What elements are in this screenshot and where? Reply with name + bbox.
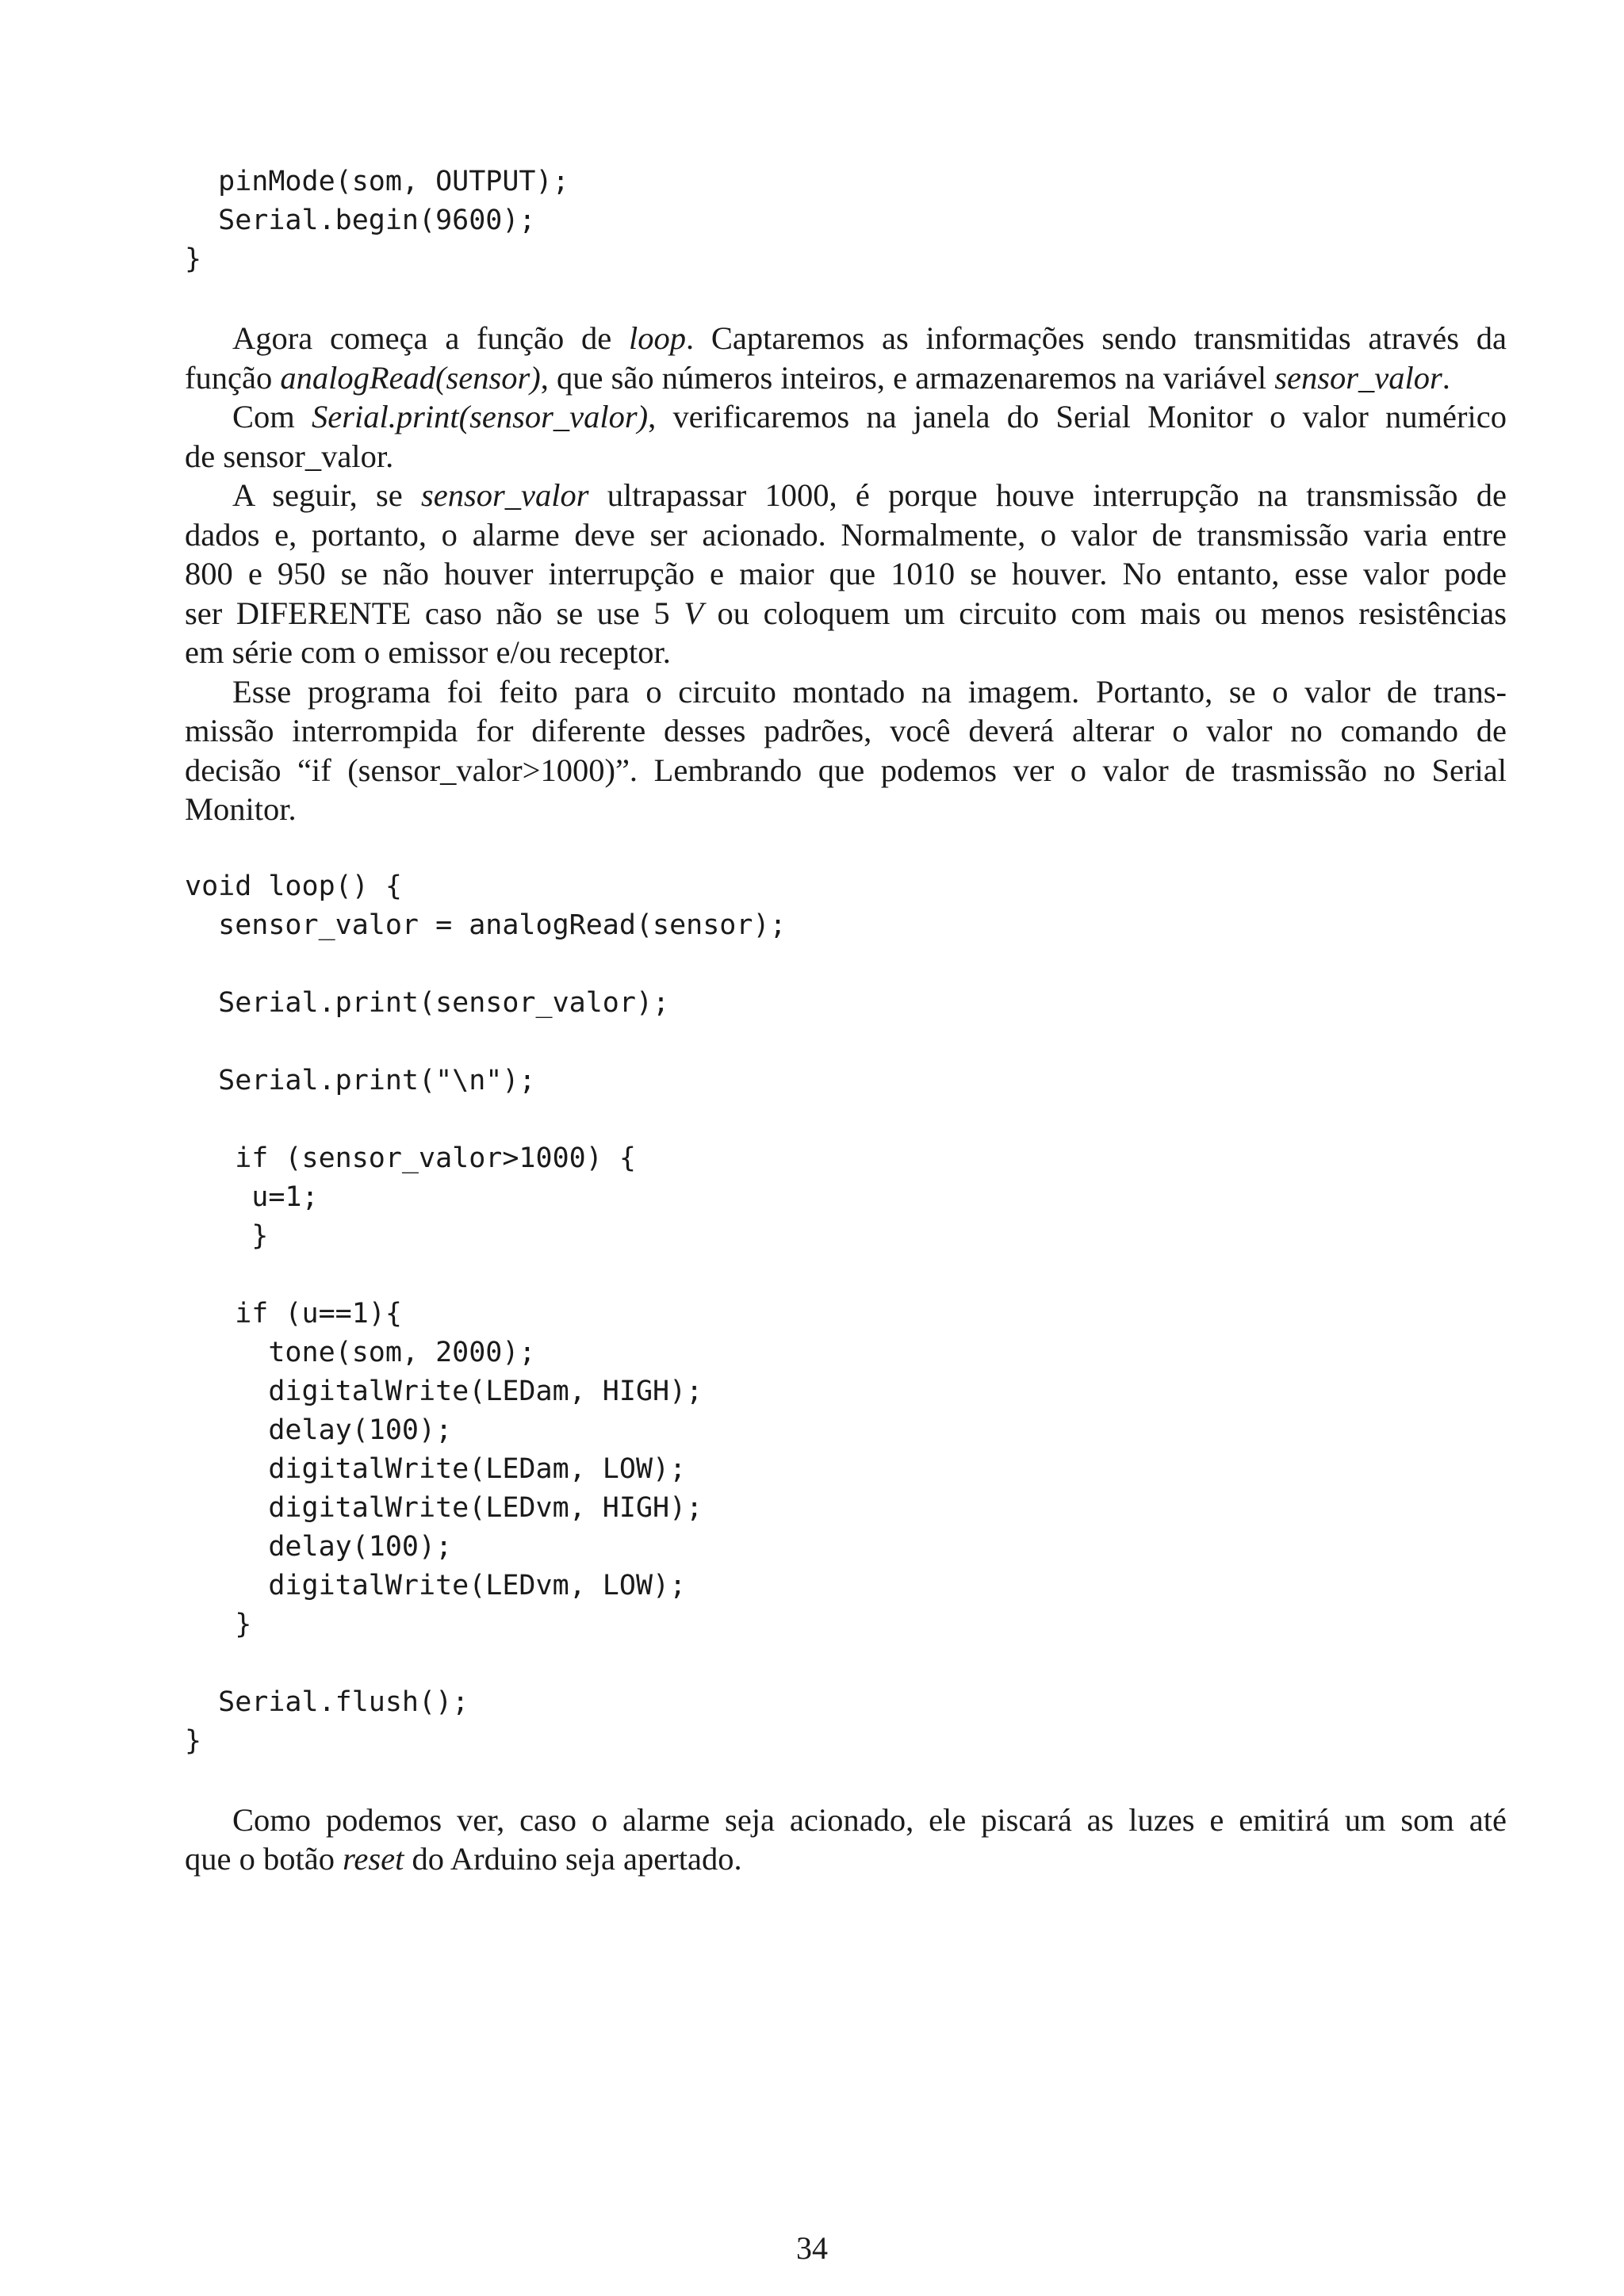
text-line: Como podemos ver, caso o alarme seja acionado, ele piscará as luzes e emitirá um som até: [232, 1801, 1507, 1838]
code-block-loop: [185, 867, 1507, 1761]
paragraph-circuit-note: [185, 672, 1507, 829]
code-line: digitalWrite(LEDvm, HIGH);: [185, 1491, 703, 1524]
code-line: [185, 1256, 1507, 1295]
code-line: [185, 945, 1507, 984]
text-line: decisão “if (sensor_valor>1000)”. Lembrando que podemos ver o valor de trasmissão no Serial: [185, 752, 1507, 788]
text-line: Esse programa foi feito para o circuito montado na imagem. Portanto, se o valor de trans-: [232, 673, 1507, 710]
code-line: digitalWrite(LEDam, LOW);: [185, 1452, 687, 1485]
code-line: delay(100);: [185, 1530, 453, 1563]
page-number: 34: [796, 2230, 828, 2266]
text-line: dados e, portanto, o alarme deve ser acionado. Normalmente, o valor de transmissão varia entre: [185, 516, 1507, 553]
code-line: digitalWrite(LEDam, HIGH);: [185, 1375, 703, 1407]
text-line: Com Serial.print(sensor_valor), verificaremos na janela do Serial Monitor o valor numérico: [232, 399, 1507, 434]
text-line: função analogRead(sensor), que são números inteiros, e armazenaremos na variável sensor_valor.: [185, 359, 1450, 396]
code-line: delay(100);: [185, 1414, 453, 1446]
code-line: if (sensor_valor>1000) {: [185, 1142, 636, 1174]
code-line: pinMode(som, OUTPUT);: [185, 166, 569, 197]
code-line: [185, 1023, 1507, 1062]
code-line: }: [185, 1608, 252, 1640]
paragraph-serial-print: [185, 397, 1507, 476]
code-line: }: [185, 243, 202, 275]
text-line: que o botão reset do Arduino seja apertado.: [185, 1841, 742, 1877]
text-line: missão interrompida for diferente desses padrões, você deverá alterar o valor no comando de: [185, 713, 1507, 748]
code-line: [185, 1100, 1507, 1139]
text-line: A seguir, se sensor_valor ultrapassar 1000, é porque houve interrupção na transmissão de: [232, 477, 1507, 513]
code-line: Serial.print(sensor_valor);: [185, 986, 670, 1019]
code-line: digitalWrite(LEDvm, LOW);: [185, 1569, 687, 1601]
text-line: ser DIFERENTE caso não se use 5 V ou coloquem um circuito com mais ou menos resistências: [185, 595, 1507, 631]
text-line: 800 e 950 se não houver interrupção e maior que 1010 se houver. No entanto, esse valor pode: [185, 556, 1507, 591]
paragraph-threshold: [185, 476, 1507, 672]
text-line: em série com o emissor e/ou receptor.: [185, 634, 671, 670]
text-line: de sensor_valor.: [185, 438, 394, 474]
page-body: [185, 163, 1507, 1879]
code-line: }: [185, 1219, 269, 1252]
code-line: [185, 1644, 1507, 1683]
code-line: tone(som, 2000);: [185, 1336, 536, 1368]
text-line: Monitor.: [185, 791, 297, 827]
code-line: Serial.flush();: [185, 1686, 469, 1718]
paragraph-conclusion: [185, 1800, 1507, 1879]
code-line: Serial.begin(9600);: [185, 205, 536, 236]
text-line: Agora começa a função de loop. Captaremos as informações sendo transmitidas através da: [232, 320, 1507, 356]
code-line: }: [185, 1724, 202, 1757]
code-line: Serial.print("\n");: [185, 1064, 536, 1096]
code-line: u=1;: [185, 1181, 319, 1213]
code-line: if (u==1){: [185, 1297, 402, 1330]
paragraph-loop-intro: [185, 319, 1507, 397]
code-line: void loop() {: [185, 870, 402, 902]
code-block-setup-end: [185, 163, 1507, 279]
code-line: sensor_valor = analogRead(sensor);: [185, 909, 787, 941]
